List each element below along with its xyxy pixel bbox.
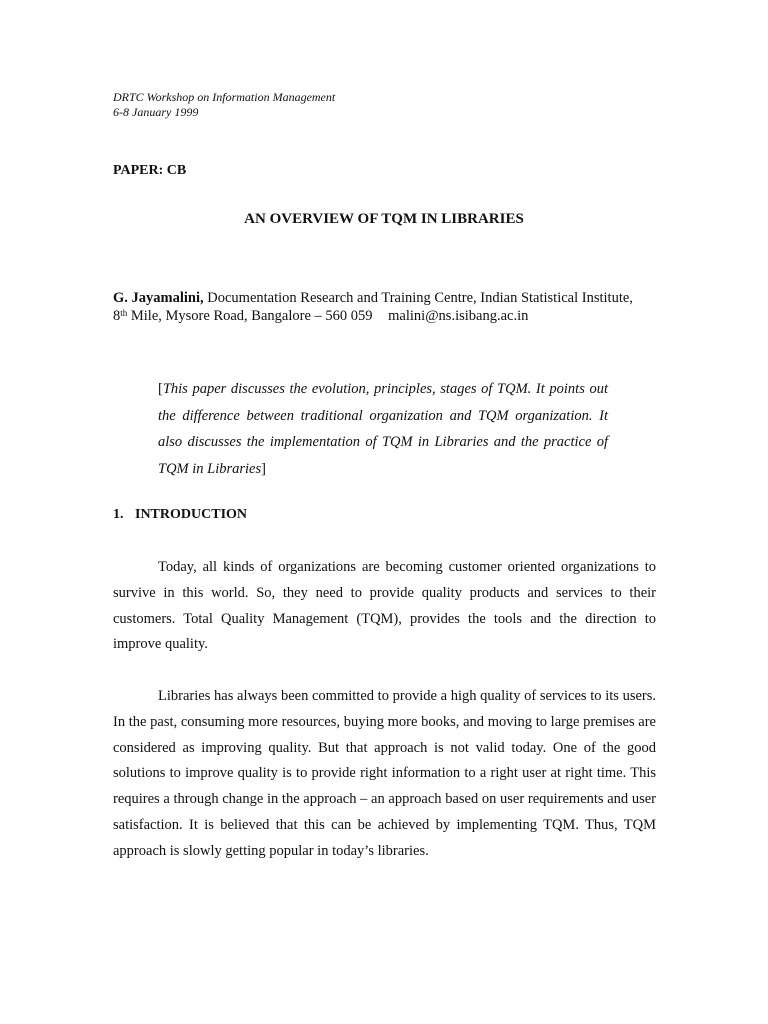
paper-title: AN OVERVIEW OF TQM IN LIBRARIES: [244, 211, 524, 227]
abstract-text: This paper discusses the evolution, principles, stages of TQM. It points out the difference between traditional organization and TQM organization. It also discusses the implementation of TQM in Libraries and the practice of TQM in Libraries: [158, 381, 608, 477]
abstract-open-bracket: [: [158, 381, 163, 397]
author-affiliation: Documentation Research and Training Centre, Indian Statistical Institute,: [207, 290, 633, 306]
intro-paragraph-1: Today, all kinds of organizations are becoming customer oriented organizations to survive in this world. So, they need to provide quality products and services to their customers. Total Quality Management (TQM), provides the tools and the direction to improve quality.: [113, 559, 656, 653]
author-address: Mile, Mysore Road, Bangalore – 560 059: [130, 308, 373, 324]
abstract: [158, 376, 608, 482]
section-number: 1.: [113, 507, 124, 522]
workshop-header: [113, 90, 335, 120]
section-heading-introduction: [113, 507, 247, 523]
paper-label: PAPER: CB: [113, 163, 187, 178]
abstract-close-bracket: ]: [261, 460, 266, 477]
intro-paragraph-2: Libraries has always been committed to provide a high quality of services to its users. In the past, consuming more resources, buying more books, and moving to large premises are considered as improving quality. But that approach is not valid today. One of the good solutions to improve quality is to provide right information to a right user at right time. This requires a through change in the approach – an approach based on user requirements and user satisfaction. It is believed that this can be achieved by implementing TQM. Thus, TQM approach is slowly getting popular in today’s libraries.: [113, 688, 656, 859]
author-email: malini@ns.isibang.ac.in: [388, 308, 529, 324]
workshop-name: DRTC Workshop on Information Management: [113, 90, 336, 104]
section-title: INTRODUCTION: [135, 507, 248, 522]
author-block: [113, 289, 658, 325]
address-ordinal: th: [120, 308, 128, 318]
author-name: G. Jayamalini,: [113, 290, 204, 306]
workshop-dates: 6-8 January 1999: [113, 105, 199, 119]
address-number: 8: [113, 308, 121, 324]
